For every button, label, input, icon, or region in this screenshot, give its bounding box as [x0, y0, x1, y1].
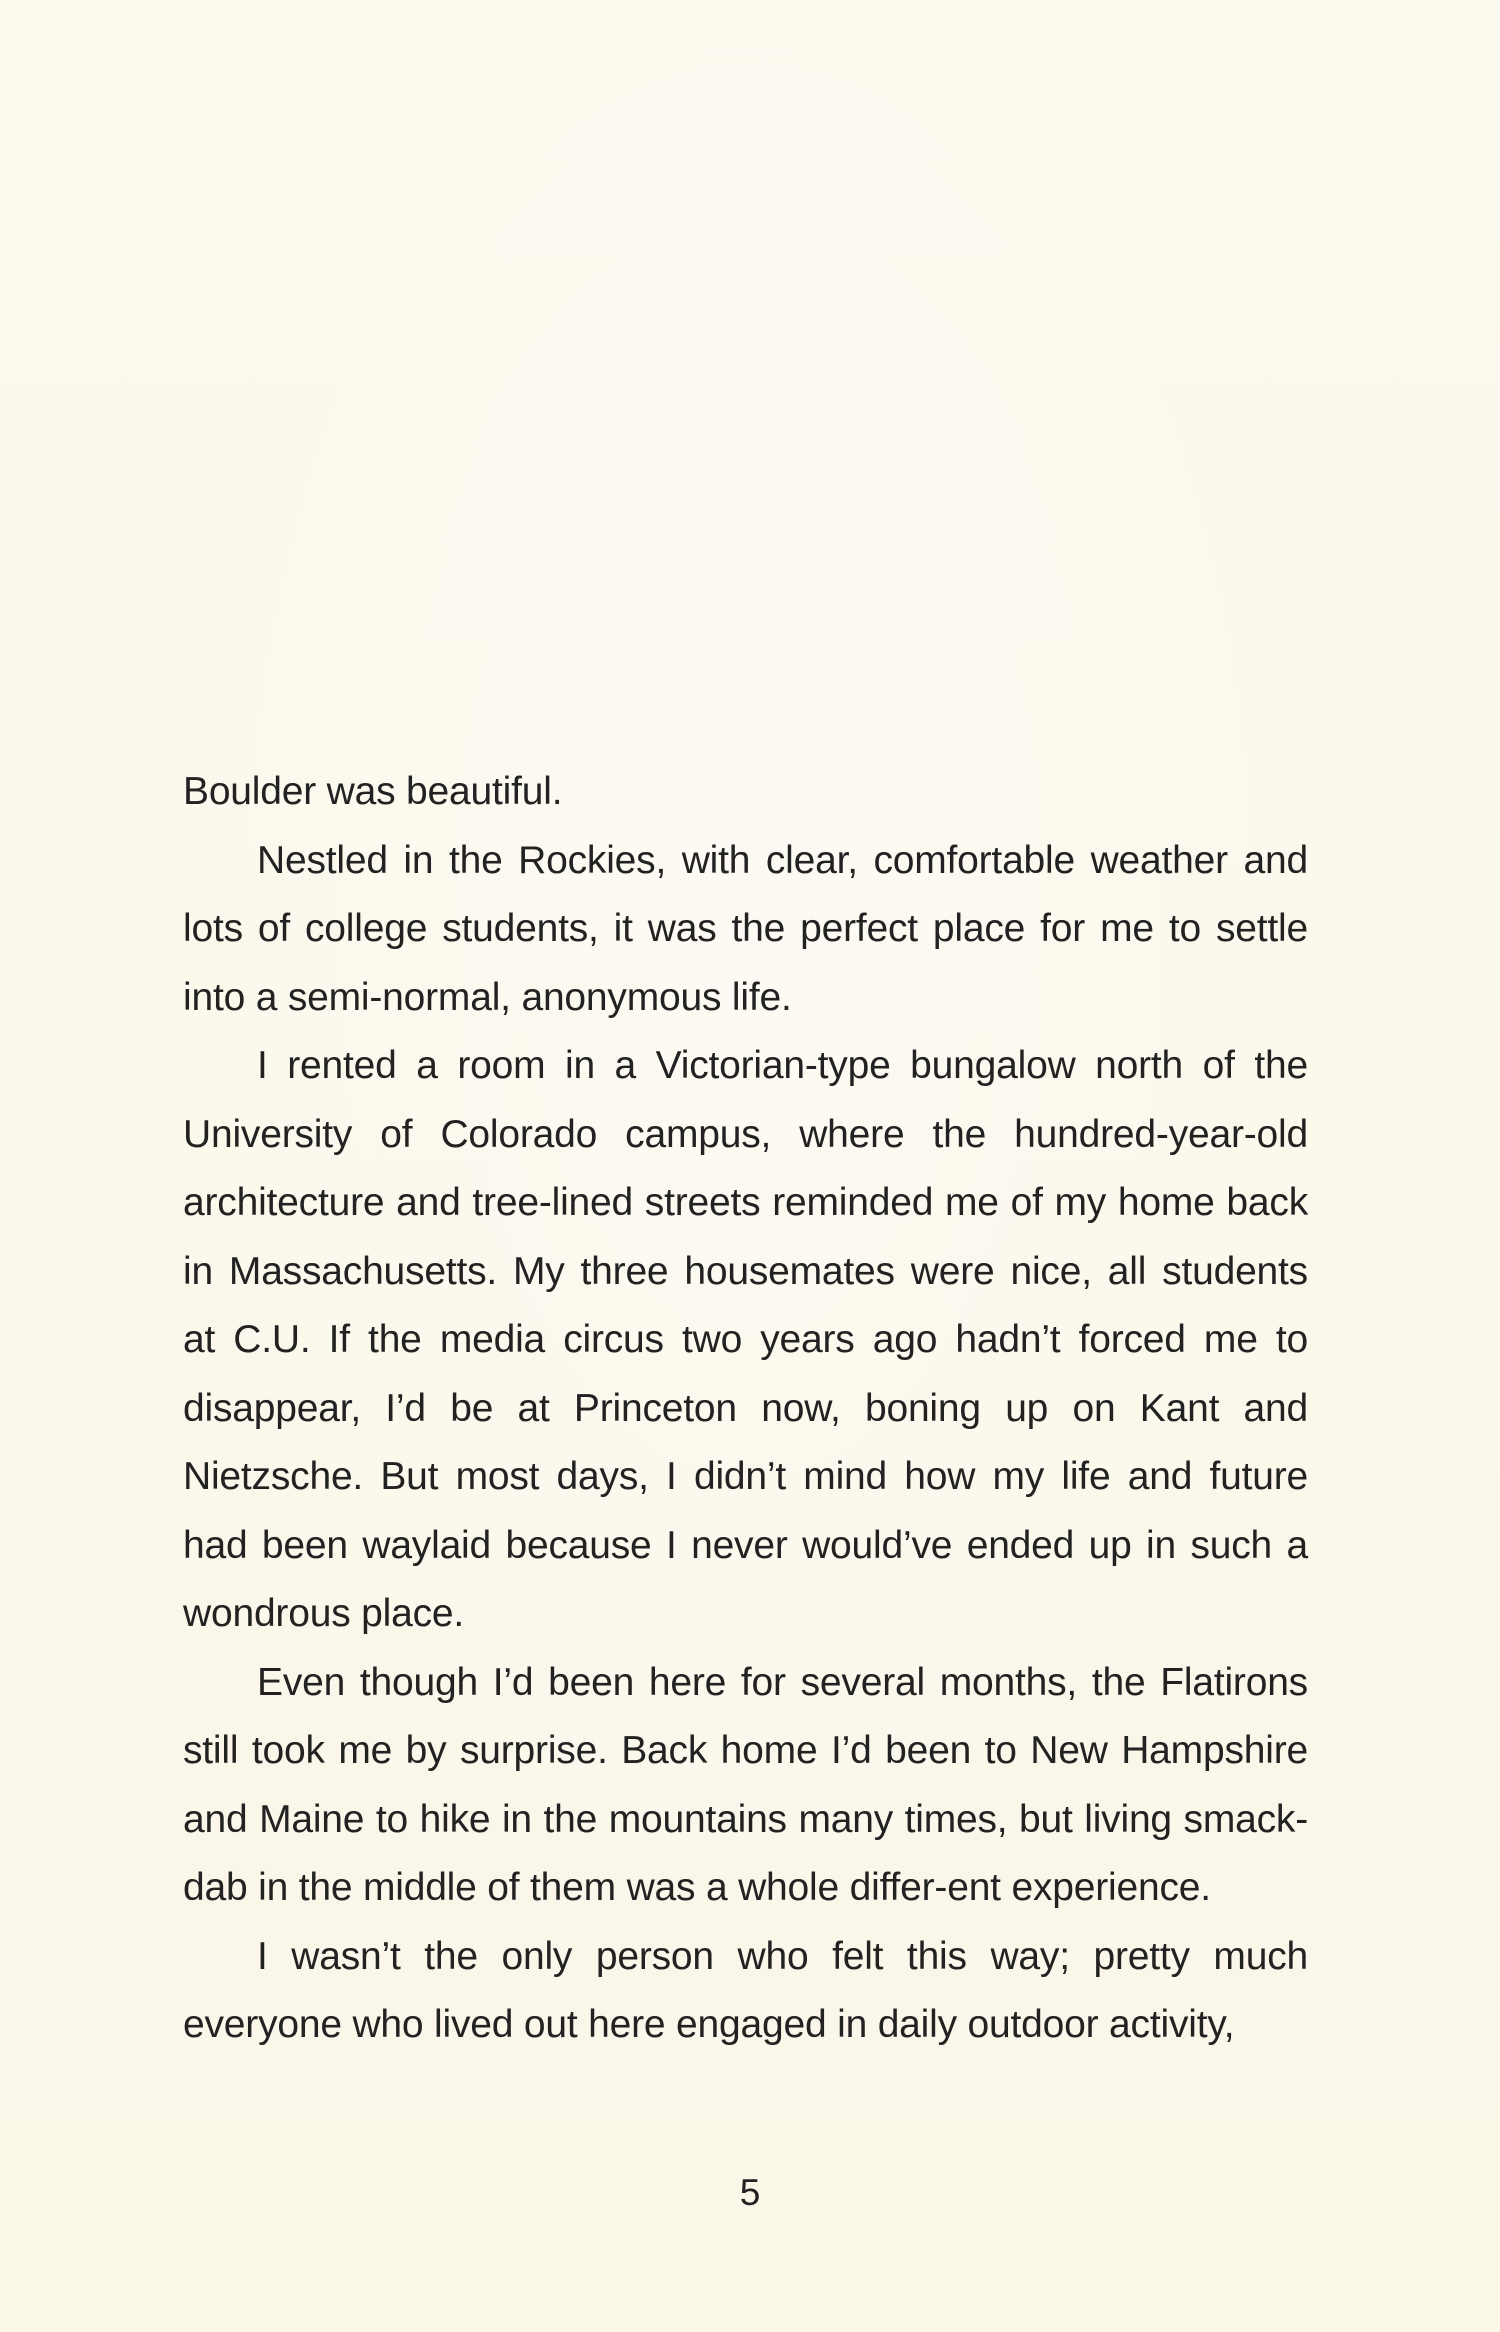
paragraph-2: Nestled in the Rockies, with clear, comfortable weather and lots of college students, it was the perfect place for me to settle into a semi-normal, anonymous life.	[183, 838, 1308, 1019]
body-text	[183, 758, 1308, 2060]
paragraph-3: I rented a room in a Victorian-type bungalow north of the University of Colorado campus, where the hundred-year-old architecture and tree-lined streets reminded me of my home back in Massachusetts. My three housemates were nice, all students at C.U. If the media circus two years ago hadn’t forced me to disappear, I’d be at Princeton now, boning up on Kant and Nietzsche. But most days, I didn’t mind how my life and future had been waylaid because I never would’ve ended up in such a wondrous place.	[183, 1044, 1308, 1635]
page-number: 5	[739, 2172, 761, 2213]
paragraph-4: Even though I’d been here for several months, the Flatirons still took me by surprise. Back home I’d been to New Hampshire and Maine to hike in the mountains many times, but living smack-dab in the middle of them was a whole differ-ent experience.	[183, 1660, 1308, 1909]
paragraph-1: Boulder was beautiful.	[183, 770, 563, 813]
paragraph-5: I wasn’t the only person who felt this way; pretty much everyone who lived out here engaged in daily outdoor activity,	[183, 1934, 1308, 2046]
